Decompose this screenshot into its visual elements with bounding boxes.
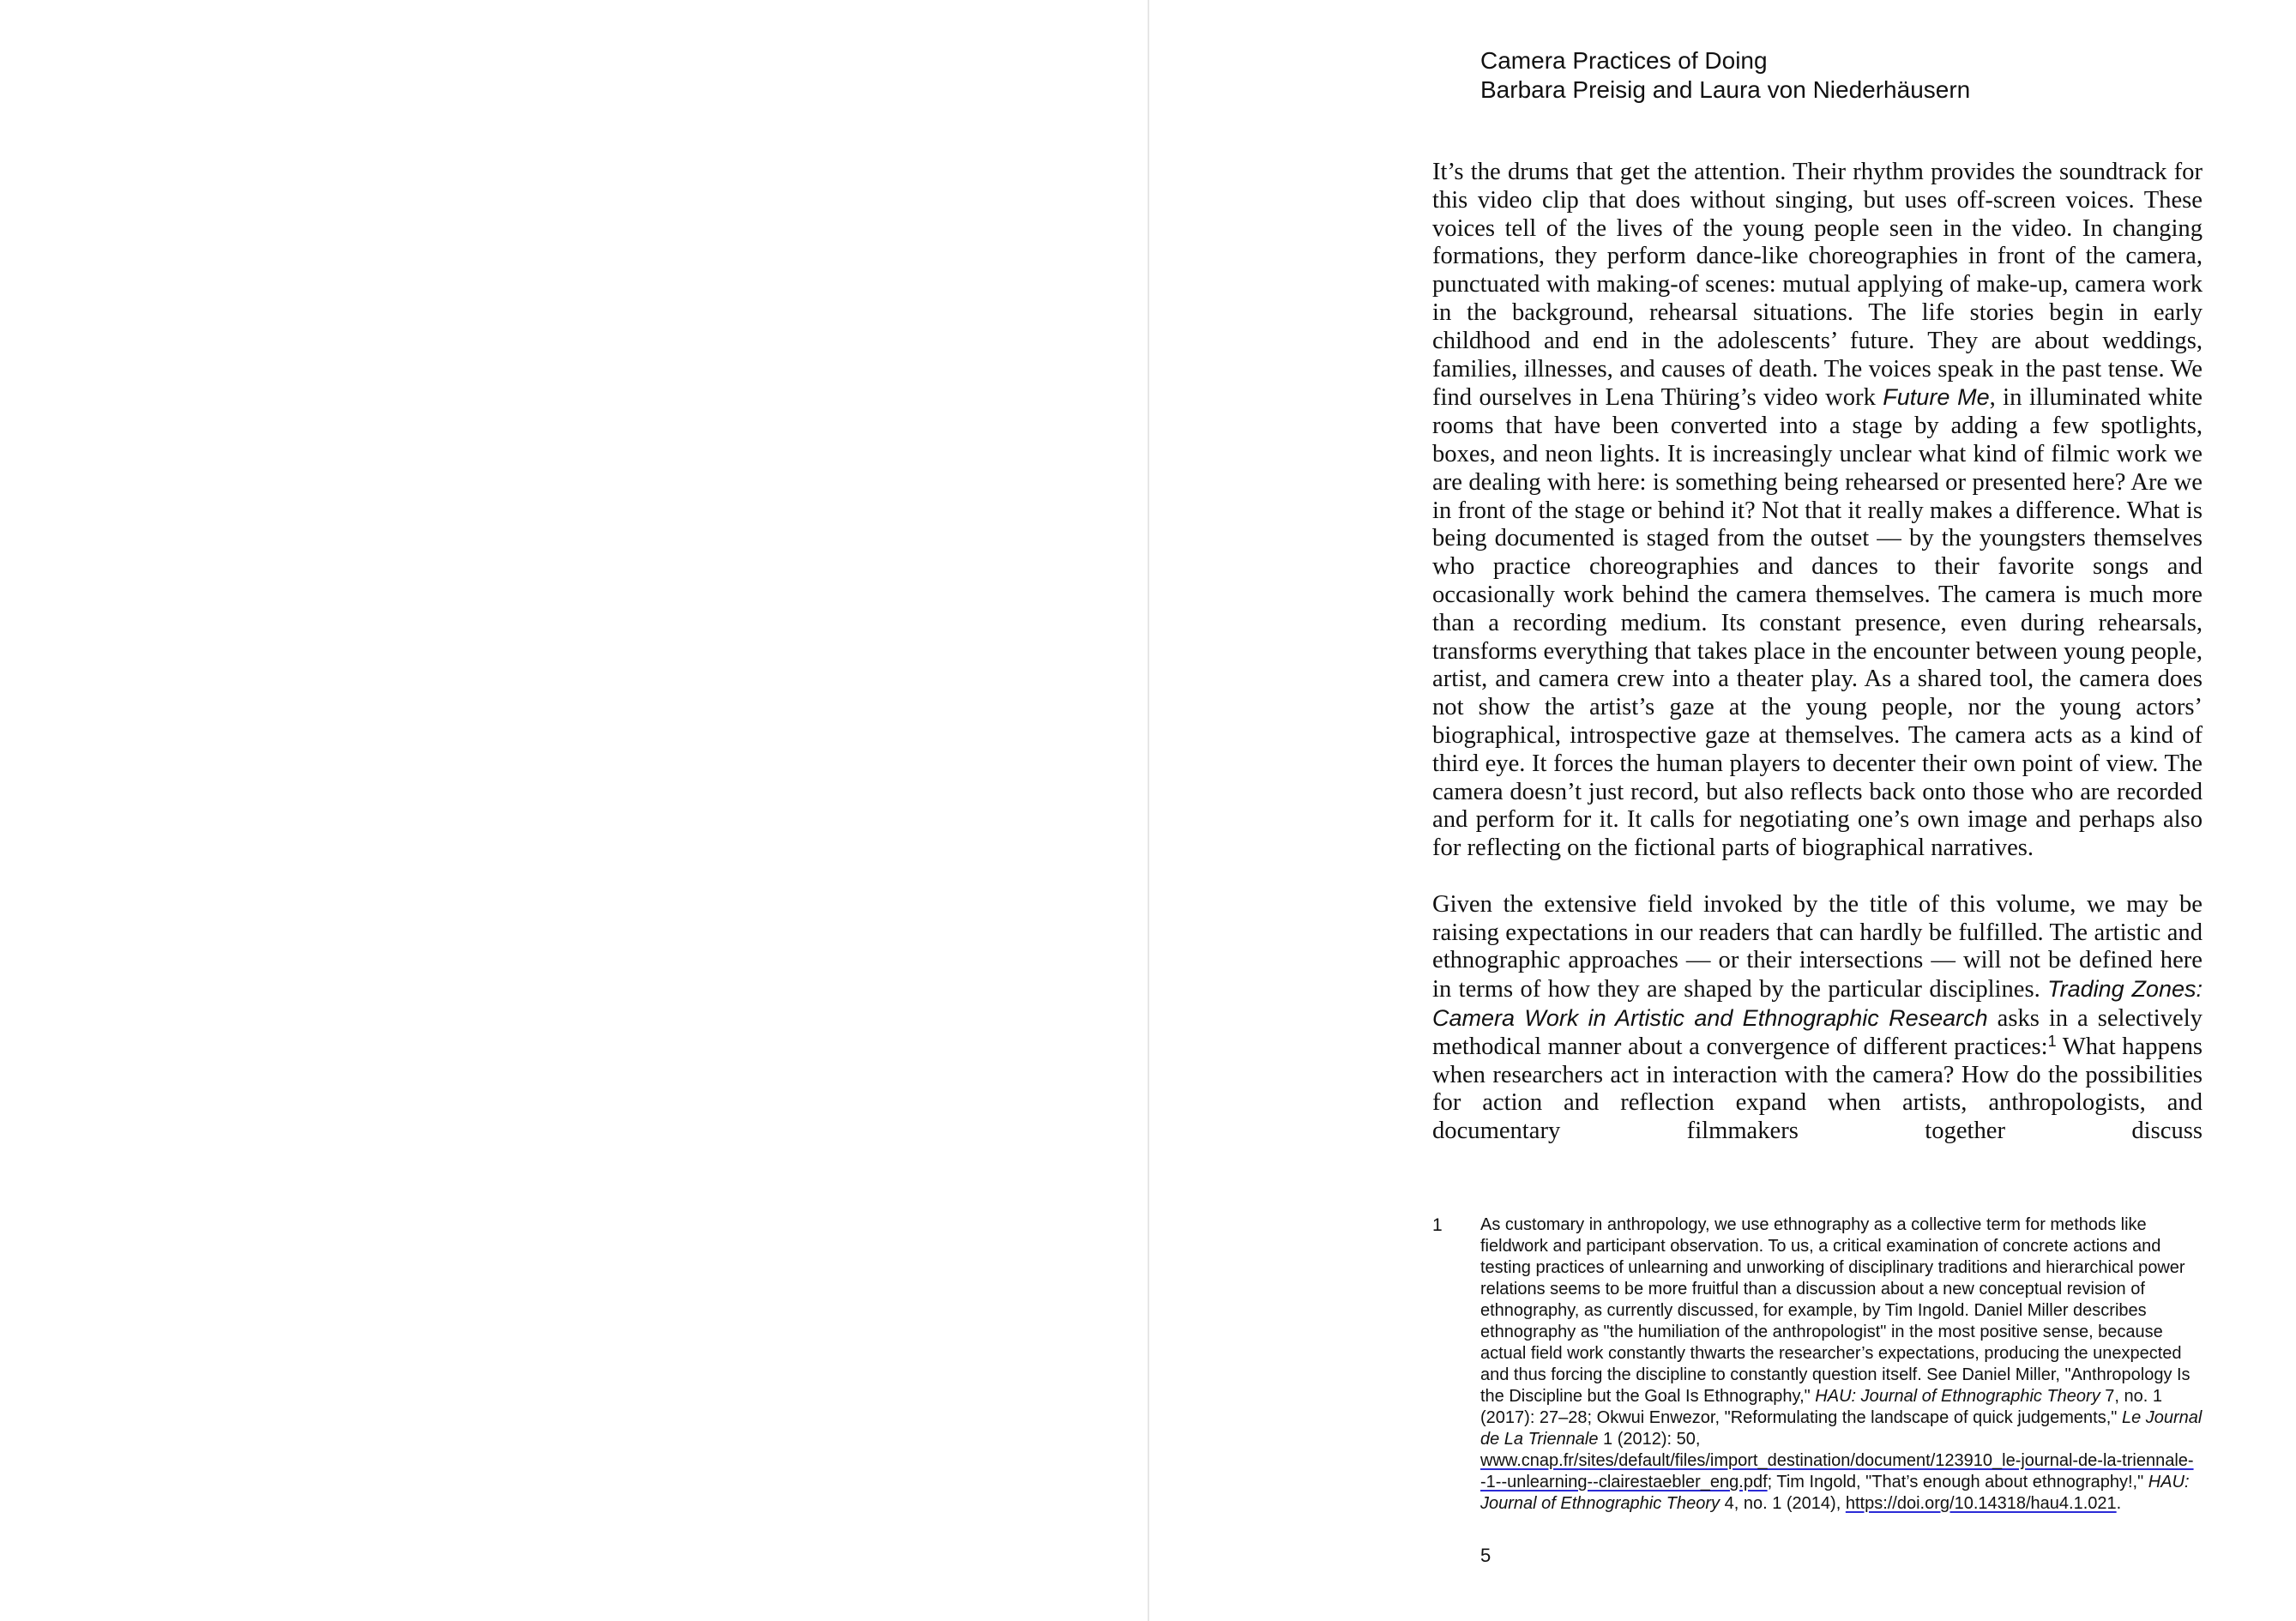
volume-title: Trading Zones: Camera Work in Artistic and Ethnographic Research <box>1432 976 2203 1031</box>
link-cnap-url[interactable]: www.cnap.fr/sites/default/files/import_destination/document/123910_le-journal-de-la-triennale--1--unlearning--clairestaebler_eng.pdf <box>1480 1451 2194 1491</box>
paragraph-2: Given the extensive field invoked by the title of this volume, we may be raising expectations in our readers that can hardly be fulfilled. The artistic and ethnographic approaches — or their intersections — will not be defined here in terms of how they are shaped by the particular disciplines. Trading Zones: Camera Work in Artistic and Ethnographic Research asks in a selectively methodical manner about a convergence of different practices:$^1$ What happens when researchers act in interaction with the camera? How do the possibilities for action and reflection expand when artists, anthropologists, and documentary filmmakers together discuss <box>1432 890 2203 1145</box>
footnote-number: 1 <box>1432 1215 1443 1235</box>
work-title-future-me: Future Me <box>1883 384 1990 411</box>
page-number: 5 <box>1480 1545 1491 1566</box>
body-text <box>1432 159 2203 1146</box>
link-doi-url[interactable]: https://doi.org/10.14318/hau4.1.021 <box>1845 1494 2117 1513</box>
footnote-text: As customary in anthropology, we use ethnography as a collective term for methods like fieldwork and participant observation. To us, a critical examination of concrete actions and testing practices of unlearning and unworking of disciplinary traditions and hierarchical power relations seems to be more fruitful than a discussion about a new conceptual revision of ethnography, as currently discussed, for example, by Tim Ingold. Daniel Miller describes ethnography as "the humiliation of the anthropologist" in the most positive sense, because actual field work constantly thwarts the researcher’s expectations, producing the unexpected and thus forcing the discipline to constantly question itself. See Daniel Miller, "Anthropology Is the Discipline but the Goal Is Ethnography," HAU: Journal of Ethnographic Theory 7, no. 1 (2017): 27–28; Okwui Enwezor, "Reformulating the landscape of quick judgements," Le Journal de La Triennale 1 (2012): 50, www.cnap.fr/sites/default/files/import_destination/document/123910_le-journal-de-la-triennale--1--unlearning--clairestaebler_eng.pdf; Tim Ingold, "That’s enough about ethnography!," HAU: Journal of Ethnographic Theory 4, no. 1 (2014), https://doi.org/10.14318/hau4.1.021. <box>1480 1215 2203 1513</box>
running-head <box>1480 46 1970 105</box>
footnote-ref-1[interactable]: 1 <box>2047 1032 2057 1050</box>
paragraph-1: It’s the drums that get the attention. Their rhythm provides the soundtrack for this video clip that does without singing, but uses off-screen voices. These voices tell of the lives of the young people seen in the video. In changing formations, they perform dance-like choreographies in front of the camera, punctuated with making-of scenes: mutual applying of make-up, camera work in the background, rehearsal situations. The life stories begin in early childhood and end in the adolescents’ future. They are about weddings, families, illnesses, and causes of death. The voices speak in the past tense. We find ourselves in Lena Thüring’s video work Future Me, in illuminated white rooms that have been converted into a stage by adding a few spotlights, boxes, and neon lights. It is increasingly unclear what kind of filmic work we are dealing with here: is something being rehearsed or presented here? Are we in front of the stage or behind it? Not that it really makes a difference. What is being documented is staged from the outset — by the youngsters themselves who practice choreographies and dances to their favorite songs and occasionally work behind the camera themselves. The camera is much more than a recording medium. Its constant presence, even during rehearsals, transforms everything that takes place in the encounter between young people, artist, and camera crew into a theater play. As a shared tool, the camera does not show the artist’s gaze at the young people, nor the young actors’ biographical, introspective gaze at themselves. The camera acts as a kind of third eye. It forces the human players to decenter their own point of view. The camera doesn’t just record, but also reflects back onto those who are recorded and perform for it. It calls for negotiating one’s own image and perhaps also for reflecting on the fictional parts of biographical narratives. <box>1432 159 2203 862</box>
chapter-title: Camera Practices of Doing <box>1480 47 1768 74</box>
chapter-authors: Barbara Preisig and Laura von Niederhäusern <box>1480 76 1971 103</box>
